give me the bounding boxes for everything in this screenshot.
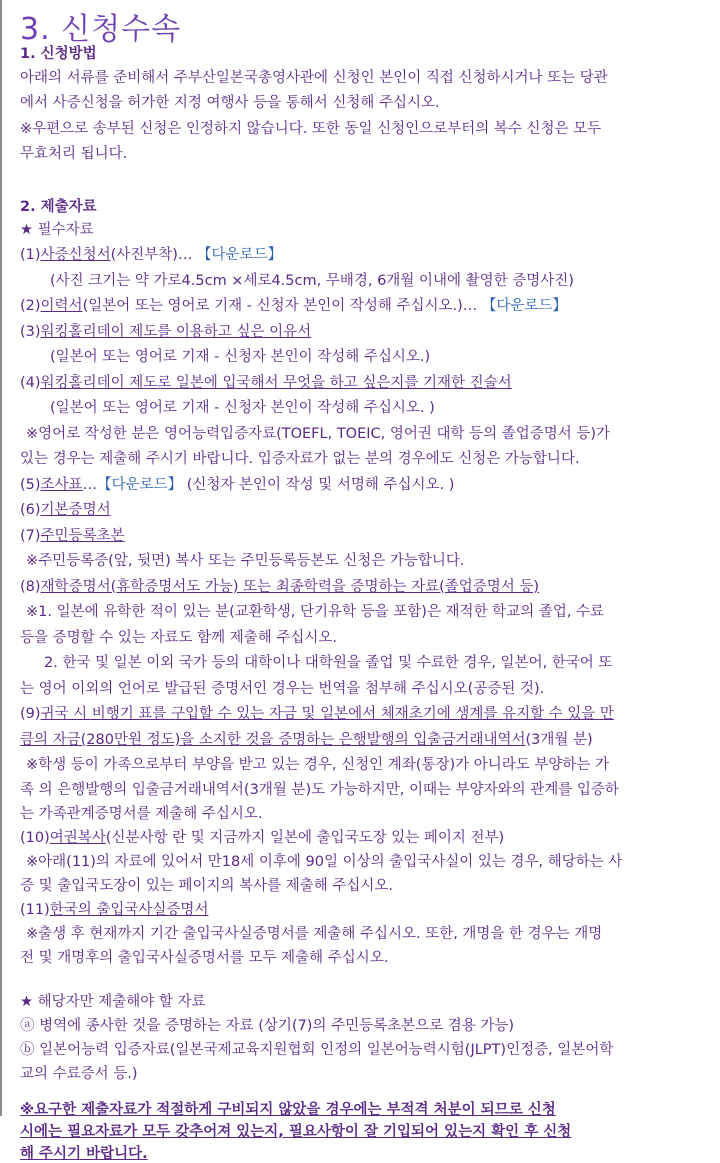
funds-proof-link-cont[interactable]: 큼의 자금(280만원 정도)을 소지한 것을 증명하는 은행발행의 입출금거래내역서: [20, 732, 526, 748]
list-item: (9)귀국 시 비행기 표를 구입할 수 있는 자금 및 일본에서 체재초기에 생계를 유지할 수 있을 만: [20, 706, 614, 722]
plan-statement-link[interactable]: 워킹홀리데이 제도로 일본에 입국해서 무엇을 하고 싶은지를 기재한 진술서: [40, 375, 512, 391]
warning-line: 해 주시기 바랍니다.: [20, 1146, 148, 1162]
list-item: (3)워킹홀리데이 제도를 이용하고 싶은 이유서: [20, 324, 312, 340]
section-heading-documents: 2. 제출자료: [20, 199, 97, 215]
note-line: 족 의 은행발행의 입출금거래내역서(3개월 분)도 가능하지만, 이때는 부양자와의 관계를 입증하: [20, 782, 619, 798]
list-item-detail: (일본어 또는 영어로 기재 - 신청자 본인이 작성해 주십시오. ): [50, 400, 435, 416]
note-line: 전 및 개명후의 출입국사실증명서를 모두 제출해 주십시오.: [20, 950, 389, 966]
note-line: 무효처리 됩니다.: [20, 146, 128, 162]
optional-heading: ★ 해당자만 제출해야 할 자료: [20, 994, 206, 1010]
list-item: (1)사증신청서(사진부착)… 【다운로드】: [20, 247, 283, 263]
passport-copy-link[interactable]: 여권복사: [49, 830, 106, 846]
note-line: ※아래(11)의 자료에 있어서 만18세 이후에 90일 이상의 출입국사실이 있는 경우, 해당하는 사: [26, 854, 623, 870]
note-line: ※우편으로 송부된 신청은 인정하지 않습니다. 또한 동일 신청인으로부터의 복수 신청은 모두: [20, 121, 602, 137]
visa-application-link[interactable]: 사증신청서: [40, 247, 111, 263]
reason-statement-link[interactable]: 워킹홀리데이 제도를 이용하고 싶은 이유서: [40, 324, 312, 340]
list-item: (7)주민등록초본: [20, 528, 125, 544]
funds-proof-link[interactable]: 귀국 시 비행기 표를 구입할 수 있는 자금 및 일본에서 체재초기에 생계를 유지할 수 있을 만: [40, 706, 614, 722]
list-item: (2)이력서(일본어 또는 영어로 기재 - 신청자 본인이 작성해 주십시오.)… 【다운로드】: [20, 298, 567, 314]
note-line: ※1. 일본에 유학한 적이 있는 분(교환학생, 단기유학 등을 포함)은 재적한 학교의 졸업, 수료: [26, 604, 605, 620]
required-heading: ★ 필수자료: [20, 222, 94, 238]
note-line: ※출생 후 현재까지 기간 출입국사실증명서를 제출해 주십시오. 또한, 개명을 한 경우는 개명: [26, 926, 603, 942]
paragraph-line: 아래의 서류를 준비해서 주부산일본국총영사관에 신청인 본인이 직접 신청하시거나 또는 당관: [20, 70, 608, 86]
list-item: (11)한국의 출입국사실증명서: [20, 902, 209, 918]
list-item: (8)재학증명서(휴학증명서도 가능) 또는 최종학력을 증명하는 자료(졸업증명서 등): [20, 579, 540, 595]
resume-link[interactable]: 이력서: [40, 298, 83, 314]
list-item: (10)여권복사(신분사항 란 및 지금까지 일본에 출입국도장 있는 페이지 전부): [20, 830, 505, 846]
note-line: 는 가족관계증명서를 제출해 주십시오.: [20, 806, 263, 822]
list-item-continued: 큼의 자금(280만원 정도)을 소지한 것을 증명하는 은행발행의 입출금거래내역서(3개월 분): [20, 732, 593, 748]
note-line: ※영어로 작성한 분은 영어능력입증자료(TOEFL, TOEIC, 영어권 대학 등의 졸업증명서 등)가: [26, 426, 611, 442]
note-line: 증 및 출입국도장이 있는 페이지의 복사를 제출해 주십시오.: [20, 878, 394, 894]
note-line: ※주민등록증(앞, 뒷면) 복사 또는 주민등록등본도 신청은 가능합니다.: [26, 553, 465, 569]
list-item: (6)기본증명서: [20, 502, 111, 518]
warning-line: ※요구한 제출자료가 적절하게 구비되지 않았을 경우에는 부적격 처분이 되므로 신청: [20, 1102, 556, 1118]
note-line: ※학생 등이 가족으로부터 부양을 받고 있는 경우, 신청인 계좌(통장)가 아니라도 부양하는 가: [26, 757, 610, 773]
list-item: (5)조사표…【다운로드】 (신청자 본인이 작성 및 서명해 주십시오. ): [20, 477, 455, 493]
page-title: 3. 신청수속: [20, 12, 182, 47]
section-heading-application-method: 1. 신청방법: [20, 46, 97, 62]
survey-form-link[interactable]: 조사표: [40, 477, 83, 493]
basic-certificate-link[interactable]: 기본증명서: [40, 502, 111, 518]
optional-item: ⓑ 일본어능력 입증자료(일본국제교육지원협회 인정의 일본어능력시험(JLPT)인정증, 일본어학: [20, 1042, 614, 1058]
paragraph-line: 에서 사증신청을 허가한 지정 여행사 등을 통해서 신청해 주십시오.: [20, 95, 440, 111]
list-item-detail: (일본어 또는 영어로 기재 - 신청자 본인이 작성해 주십시오.): [50, 349, 431, 365]
note-line: 2. 한국 및 일본 이외 국가 등의 대학이나 대학원을 졸업 및 수료한 경우, 일본어, 한국어 또: [44, 655, 613, 671]
note-line: 있는 경우는 제출해 주시기 바랍니다. 입증자료가 없는 분의 경우에도 신청은 가능합니다.: [20, 451, 580, 467]
note-line: 는 영어 이외의 언어로 발급된 증명서인 경우는 번역을 첨부해 주십시오(공증된 것).: [20, 681, 545, 697]
note-line: 등을 증명할 수 있는 자료도 함께 제출해 주십시오.: [20, 630, 338, 646]
list-item-detail: (사진 크기는 약 가로4.5cm ×세로4.5cm, 무배경, 6개월 이내에 촬영한 증명사진): [50, 273, 574, 289]
download-link[interactable]: 【다운로드】: [97, 477, 183, 493]
resident-registration-link[interactable]: 주민등록초본: [40, 528, 125, 544]
list-item: (4)워킹홀리데이 제도로 일본에 입국해서 무엇을 하고 싶은지를 기재한 진술서: [20, 375, 512, 391]
immigration-record-link[interactable]: 한국의 출입국사실증명서: [49, 902, 209, 918]
optional-item: 교의 수료증서 등.): [20, 1066, 138, 1082]
download-link[interactable]: 【다운로드】: [481, 298, 567, 314]
enrollment-certificate-link[interactable]: 재학증명서(휴학증명서도 가능) 또는 최종학력을 증명하는 자료(졸업증명서 등): [40, 579, 540, 595]
warning-line: 시에는 필요자료가 모두 갖추어져 있는지, 필요사항이 잘 기입되어 있는지 확인 후 신청: [20, 1124, 572, 1140]
optional-item: ⓐ 병역에 종사한 것을 증명하는 자료 (상기(7)의 주민등록초본으로 겸용 가능): [20, 1018, 515, 1034]
download-link[interactable]: 【다운로드】: [197, 247, 283, 263]
